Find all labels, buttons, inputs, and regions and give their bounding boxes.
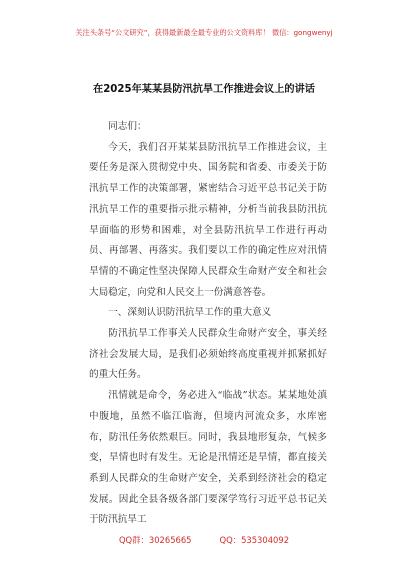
document-body bbox=[89, 117, 327, 531]
footer-contact bbox=[0, 534, 408, 546]
footer-qq: QQ：535304092 bbox=[219, 535, 290, 545]
paragraph: 防汛抗旱工作事关人民群众生命财产安全，事关经济社会发展大局，是我们必须始终高度重视并抓紧抓好的重大任务。 bbox=[89, 328, 327, 381]
footer-qq-group: QQ群：30265665 bbox=[118, 535, 192, 545]
document-title: 在2025年某某县防汛抗旱工作推进会议上的讲话 bbox=[93, 84, 315, 95]
paragraph: 今天，我们召开某某县防汛抗旱工作推进会议，主要任务是深入贯彻党中央、国务院和省委、市委关于防汛抗旱工作的决策部署，紧密结合习近平总书记关于防汛抗旱工作的重要指示批示精神，分析当前我县防汛抗旱面临的形势和困难，对全县防汛抗旱工作进行再动员、再部署、再落实。我们要以工作的确定性应对汛情旱情的不确定性坚决保障人民群众生命财产安全和社会大局稳定，向党和人民交上一份满意答卷。 bbox=[89, 141, 327, 298]
header-promo-note: 关注头条号“公文研究”，获得最新最全最专业的公文资料库！ 微信：gongwenyj bbox=[75, 28, 333, 37]
paragraph: 汛情就是命令，务必进入“临战”状态。某某地处滇中腹地，虽然不临江临海，但境内河流众多，水库密布，防汛任务依然艰巨。同时，我县地形复杂，气候多变，旱情也时有发生。无论是汛情还是旱情，都直接关系到人民群众的生命财产安全，关系到经济社会的稳定发展。因此全县各级各部门要深学笃行习近平总书记关于防汛抗旱工 bbox=[89, 390, 327, 526]
salutation: 同志们： bbox=[108, 121, 147, 132]
section-heading: 一、深刻认识防汛抗旱工作的重大意义 bbox=[108, 307, 272, 319]
